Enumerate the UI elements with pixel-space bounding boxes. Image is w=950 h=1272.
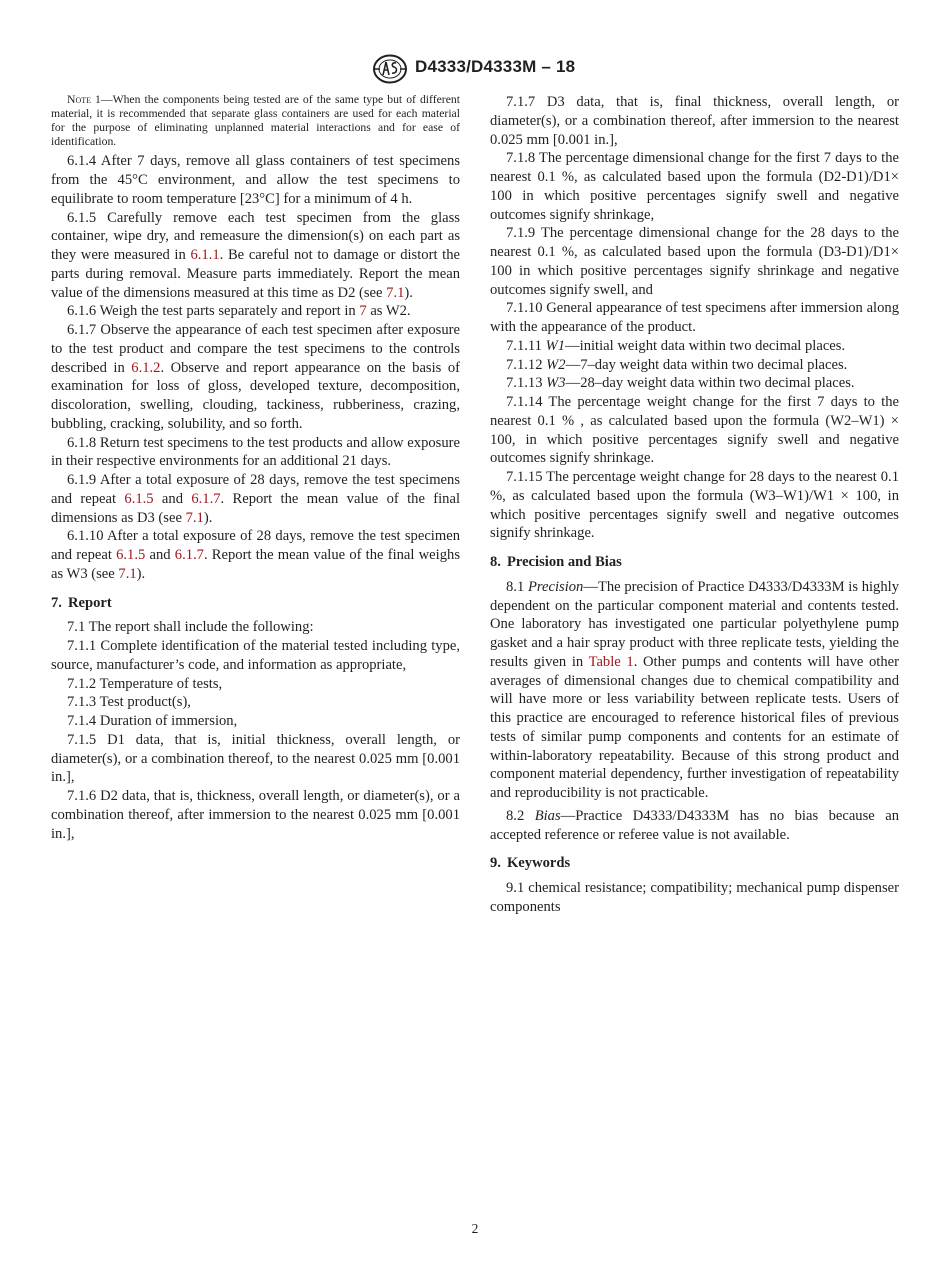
para-7-1-6: 7.1.6 D2 data, that is, thickness, overall length, or diameter(s), or a combination thereof, after immersion to the nearest 0.025 mm [0.001 in.], xyxy=(51,788,460,842)
para-9-1: 9.1 chemical resistance; compatibility; mechanical pump dispenser components xyxy=(490,880,899,915)
para-7-1-15: 7.1.15 The percentage weight change for 28 days to the nearest 0.1 %, as calculated based upon the formula (W3–W1)/W1 × 100, in which positive percentages signify swell and negative outcomes signify shrinkage. xyxy=(490,469,899,542)
term: Bias xyxy=(534,807,561,824)
right-column xyxy=(490,93,899,917)
para-7-1-12 xyxy=(490,356,899,375)
section-8-heading xyxy=(490,553,899,572)
ref-link-6-1-5[interactable]: 6.1.5 xyxy=(116,547,146,564)
text: —initial weight data within two decimal places. xyxy=(565,337,846,354)
para-7-1-8: 7.1.8 The percentage dimensional change for the first 7 days to the nearest 0.1 %, as calculated based upon the formula (D2-D1)/D1× 100 in which positive percentages signify swell and negative outcomes signify shrinkage, xyxy=(490,150,899,223)
ref-link-6-1-5[interactable]: 6.1.5 xyxy=(124,490,154,507)
standard-designation: D4333/D4333M – 18 xyxy=(415,57,576,76)
section-title: Precision and Bias xyxy=(506,554,622,570)
para-7-1-9: 7.1.9 The percentage dimensional change for the 28 days to the nearest 0.1 %, as calculated based upon the formula (D3-D1)/D1× 100 in which positive percentages signify shrinkage and negative outcomes signify swell, and xyxy=(490,225,899,298)
para-7-1-10: 7.1.10 General appearance of test specimens after immersion along with the appearance of the product. xyxy=(490,300,899,335)
text: and xyxy=(145,547,175,564)
text: ). xyxy=(404,284,413,301)
para-6-1-10 xyxy=(51,527,460,583)
text: 6.1.7 Observe the appearance of each test specimen after exposure to the test product and compare the test specimens to the controls described in xyxy=(51,322,460,376)
para-8-1 xyxy=(490,578,899,803)
term: W3 xyxy=(546,375,566,392)
para-7-1-2: 7.1.2 Temperature of tests, xyxy=(67,675,223,692)
ref-link-6-1-2[interactable]: 6.1.2 xyxy=(131,359,161,376)
term: Precision xyxy=(527,578,584,595)
astm-logo-icon xyxy=(372,54,408,84)
text: . Report the mean value of the final weighs as W3 (see xyxy=(51,547,460,582)
text: —28–day weight data within two decimal places. xyxy=(565,375,855,392)
term: W1 xyxy=(545,337,566,354)
section-7-heading xyxy=(51,594,460,613)
para-6-1-6 xyxy=(51,302,460,321)
text: 6.1.5 Carefully remove each test specimen from the glass container, wipe dry, and remeasure the dimension(s) on each part as they were measured in xyxy=(51,209,460,264)
text: 7.1.13 xyxy=(506,375,547,392)
ref-link-7-1[interactable]: 7.1 xyxy=(118,565,137,582)
para-7-1-13 xyxy=(490,374,899,393)
text: ). xyxy=(203,509,213,526)
text: 7.1.12 xyxy=(506,356,547,373)
text: . Be careful not to damage or distort the parts during removal. Measure parts immediately. Report the mean value of the dimensions measured at this time as D2 (see xyxy=(51,247,461,301)
text: as W2. xyxy=(366,303,411,320)
text: 6.1.6 Weigh the test parts separately and report in xyxy=(67,303,360,320)
page-header xyxy=(0,54,950,86)
note-text: —When the components being tested are of the same type but of different material, it is recommended that separate glass containers are used for each material for the purpose of eliminating unplanned material interactions and for ease of identification. xyxy=(51,93,460,149)
para-7-1-14: 7.1.14 The percentage weight change for the first 7 days to the nearest 0.1 % , as calculated based upon the formula (W2–W1) × 100, in which positive percentages signify swell and negative outcomes signify shrinkage. xyxy=(490,394,899,467)
section-title: Report xyxy=(67,594,112,611)
ref-link-7[interactable]: 7 xyxy=(359,303,367,320)
text: ). xyxy=(136,565,146,582)
para-6-1-5 xyxy=(51,209,460,303)
para-7-1-11 xyxy=(490,337,899,356)
section-number: 7. xyxy=(51,594,62,611)
text: 6.1.9 After a total exposure of 28 days, remove the test specimens and repeat xyxy=(51,472,460,507)
para-7-1-7: 7.1.7 D3 data, that is, final thickness, overall length, or diameter(s), or a combination thereof, after immersion to the nearest 0.025 mm [0.001 in.], xyxy=(490,94,899,148)
text: . Observe and report appearance on the basis of examination for loss of gloss, developed texture, decomposition, discoloration, swelling, clouding, tackiness, rubberiness, crazing, bubbling, cracking, solubility, and so forth. xyxy=(51,359,460,432)
text: 8.1 xyxy=(506,578,528,595)
section-number: 9. xyxy=(490,855,501,872)
text: —7–day weight data within two decimal places. xyxy=(565,356,848,373)
para-8-2 xyxy=(490,807,899,845)
ref-link-table-1[interactable]: Table 1 xyxy=(588,653,634,670)
para-7-1-3: 7.1.3 Test product(s), xyxy=(67,694,191,711)
note-label: Note 1 xyxy=(67,93,101,106)
section-title: Keywords xyxy=(506,855,571,872)
section-number: 8. xyxy=(490,554,501,570)
left-column xyxy=(51,93,460,843)
note-1 xyxy=(51,93,460,149)
text: —The precision of Practice D4333/D4333M is highly dependent on the particular component material and contents tested. One laboratory has investigated one particular polyethylene pump gasket and a hair spray product with three replicate tests, yielding the results given in xyxy=(490,578,899,670)
para-7-1-1: 7.1.1 Complete identification of the material tested including type, source, manufacturer’s code, and information as appropriate, xyxy=(51,638,460,673)
ref-link-6-1-1[interactable]: 6.1.1 xyxy=(190,247,220,264)
text: . Report the mean value of the final dimensions as D3 (see xyxy=(51,490,460,526)
ref-link-7-1[interactable]: 7.1 xyxy=(185,509,204,526)
ref-link-7-1[interactable]: 7.1 xyxy=(386,284,405,301)
ref-link-6-1-7[interactable]: 6.1.7 xyxy=(174,547,204,564)
section-9-heading xyxy=(490,854,899,873)
text: 7.1.11 xyxy=(506,337,546,354)
para-7-1-4: 7.1.4 Duration of immersion, xyxy=(67,713,238,730)
page-number: 2 xyxy=(471,1221,479,1236)
para-7-1-5: 7.1.5 D1 data, that is, initial thickness, overall length, or diameter(s), or a combination thereof, to the nearest 0.025 mm [0.001 in.], xyxy=(51,731,460,786)
text: —Practice D4333/D4333M has no bias because an accepted reference or referee value is not available. xyxy=(490,807,899,843)
para-6-1-9 xyxy=(51,471,460,527)
text: 8.2 xyxy=(506,807,535,824)
para-6-1-7 xyxy=(51,321,460,434)
para-7-1: 7.1 The report shall include the following: xyxy=(67,619,314,636)
text: and xyxy=(153,490,192,507)
text: . Other pumps and contents will have other averages of dimensional changes due to chemical compatibility and will have more or less variability between replicate tests. Users of this practice are encouraged to reference historical files of previous tests of similar pump components and contents for an estimate of within-laboratory repeatability. Because of this strong product and component material dependency, further investigation of repeatability and reproducibility is not practicable. xyxy=(490,653,899,801)
para-6-1-4: 6.1.4 After 7 days, remove all glass containers of test specimens from the 45°C environment, and allow the test specimens to equilibrate to room temperature [23°C] for a minimum of 4 h. xyxy=(51,153,460,207)
term: W2 xyxy=(546,356,566,373)
para-6-1-8: 6.1.8 Return test specimens to the test products and allow exposure in their respective environments for an additional 21 days. xyxy=(51,434,460,470)
ref-link-6-1-7[interactable]: 6.1.7 xyxy=(191,490,221,507)
text: 6.1.10 After a total exposure of 28 days, remove the test specimen and repeat xyxy=(51,528,460,564)
